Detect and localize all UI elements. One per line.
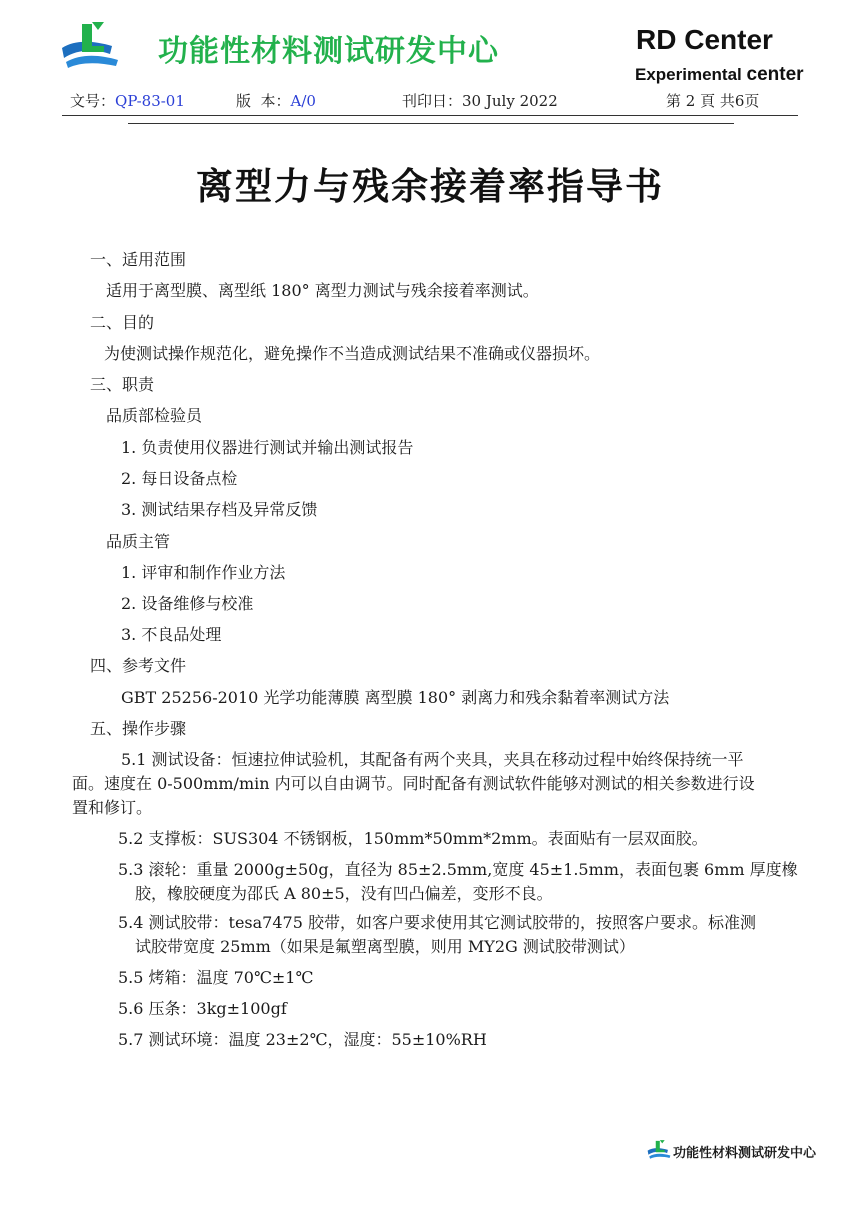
paragraph: 5.4 测试胶带：tesa7475 胶带，如客户要求使用其它测试胶带的，按照客户要求。标准测 — [118, 913, 756, 932]
logo-icon — [58, 18, 122, 70]
paragraph: 胶，橡胶硬度为邵氏 A 80±5，没有凹凸偏差，变形不良。 — [135, 884, 553, 903]
paragraph: 5.3 滚轮：重量 2000g±50g，直径为 85±2.5mm,宽度 45±1.5mm，表面包裹 6mm 厚度橡 — [118, 860, 798, 879]
org-title: 功能性材料测试研发中心 — [158, 34, 499, 69]
footer-logo-icon — [646, 1138, 672, 1160]
paragraph: 面。速度在 0-500mm/min 内可以自由调节。同时配备有测试软件能够对测试的相关参数进行设 — [72, 774, 755, 793]
page-info: 第 2 頁 共6页 — [666, 92, 760, 110]
sub-heading: 品质部检验员 — [106, 406, 203, 425]
list-item: 3. 测试结果存档及异常反馈 — [121, 500, 318, 519]
list-item: 3. 不良品处理 — [121, 625, 222, 644]
paragraph: GBT 25256-2010 光学功能薄膜 离型膜 180° 剥离力和残余黏着率测试方法 — [121, 688, 670, 707]
section-heading: 五、操作步骤 — [90, 719, 187, 738]
paragraph: 试胶带宽度 25mm（如果是氟塑离型膜，则用 MY2G 测试胶带测试） — [135, 937, 635, 956]
list-item: 1. 负责使用仪器进行测试并输出测试报告 — [121, 438, 414, 457]
version: 版 本：A/0 — [236, 92, 316, 110]
list-item: 2. 每日设备点检 — [121, 469, 238, 488]
header-divider — [62, 115, 798, 116]
doc-number: 文号：QP-83-01 — [70, 92, 185, 110]
paragraph: 5.7 测试环境：温度 23±2℃，湿度：55±10%RH — [118, 1030, 487, 1049]
print-date: 刊印日：30 July 2022 — [402, 92, 558, 110]
section-heading: 一、适用范围 — [90, 250, 187, 269]
list-item: 1. 评审和制作作业方法 — [121, 563, 286, 582]
paragraph: 5.2 支撑板：SUS304 不锈钢板，150mm*50mm*2mm。表面贴有一层双面胶。 — [118, 829, 708, 848]
sub-heading: 品质主管 — [106, 532, 171, 551]
paragraph: 5.1 测试设备：恒速拉伸试验机，其配备有两个夹具，夹具在移动过程中始终保持统一平 — [121, 750, 744, 769]
paragraph: 5.6 压条：3kg±100gf — [118, 999, 287, 1018]
paragraph: 适用于离型膜、离型纸 180° 离型力测试与残余接着率测试。 — [106, 281, 539, 300]
header-divider-inner — [128, 123, 734, 124]
section-heading: 二、目的 — [90, 313, 155, 332]
section-heading: 四、参考文件 — [90, 656, 187, 675]
section-heading: 三、职责 — [90, 375, 155, 394]
rd-center-title: RD Center — [636, 24, 773, 55]
paragraph: 5.5 烤箱：温度 70℃±1℃ — [118, 968, 314, 987]
rd-center-subtitle: Experimental center — [635, 64, 804, 85]
list-item: 2. 设备维修与校准 — [121, 594, 254, 613]
footer-org-name: 功能性材料测试研发中心 — [673, 1146, 817, 1161]
paragraph: 置和修订。 — [72, 798, 153, 817]
paragraph: 为使测试操作规范化，避免操作不当造成测试结果不准确或仪器损坏。 — [104, 344, 601, 363]
document-title: 离型力与残余接着率指导书 — [196, 164, 664, 208]
